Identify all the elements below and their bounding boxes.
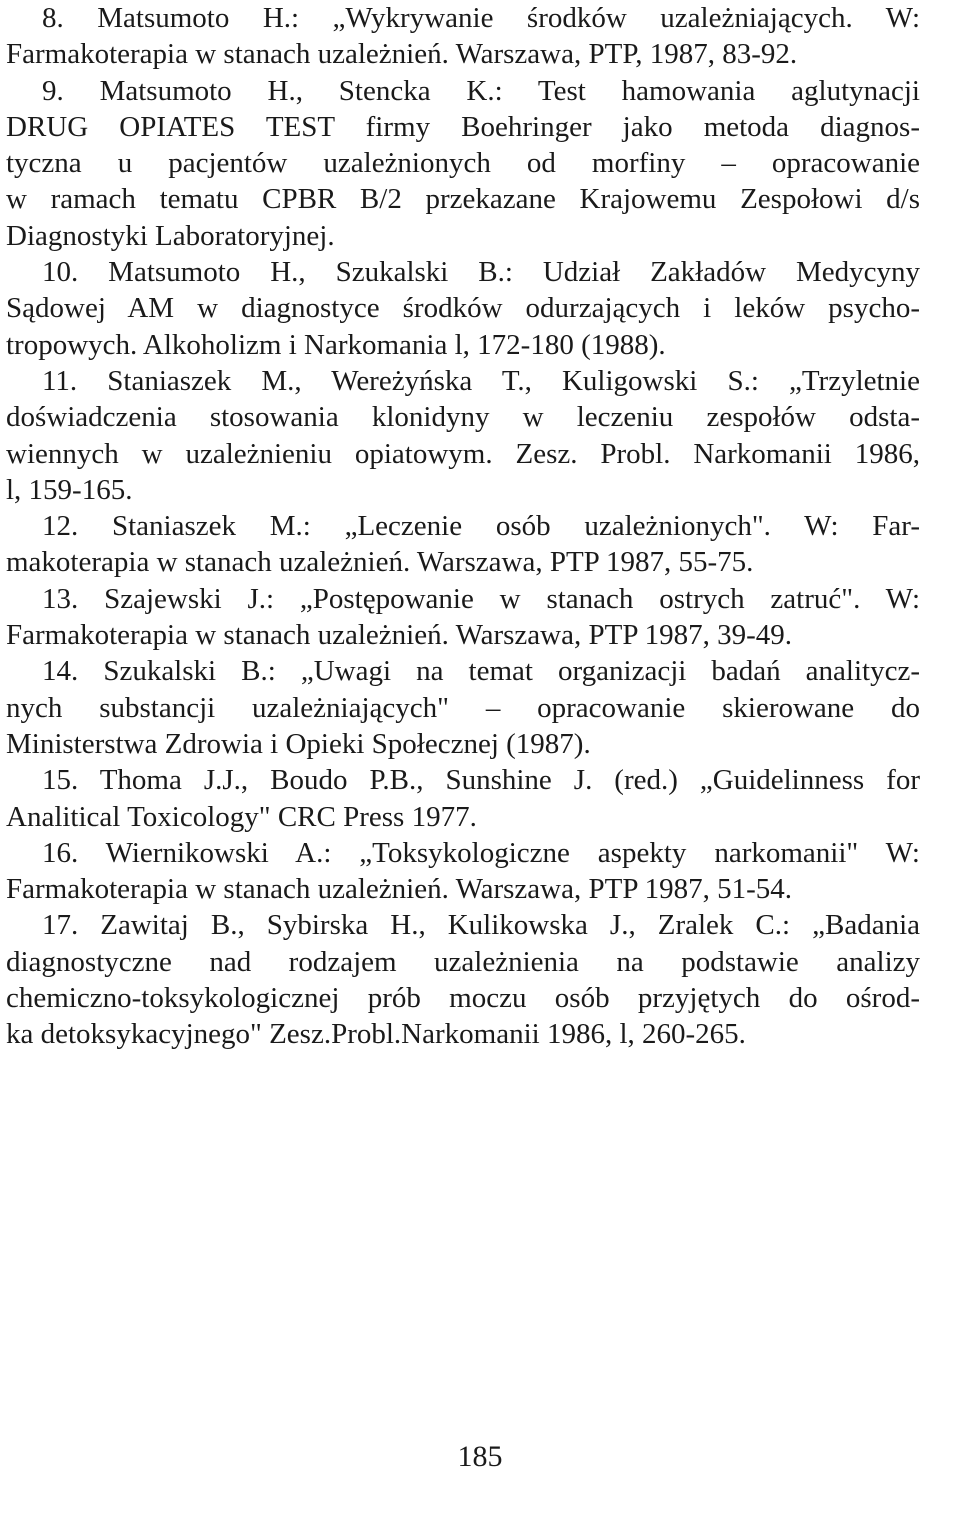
reference-line: chemiczno-toksykologicznej prób moczu osób przyjętych do ośrod- [6,982,920,1015]
reference-entry-11 [6,363,920,508]
reference-entry-8 [6,0,920,73]
reference-line: doświadczenia stosowania klonidyny w leczeniu zespołów odsta- [6,401,920,434]
reference-line: nych substancji uzależniających" – opracowanie skierowane do [6,691,920,724]
reference-line: Ministerstwa Zdrowia i Opieki Społecznej (1987). [6,727,591,760]
reference-line: Diagnostyki Laboratoryjnej. [6,219,335,252]
reference-line: 17. Zawitaj B., Sybirska H., Kulikowska J., Zralek C.: „Badania [42,909,920,942]
reference-line: Farmakoterapia w stanach uzależnień. Warszawa, PTP 1987, 39-49. [6,619,793,652]
reference-line: tyczna u pacjentów uzależnionych od morfiny – opracowanie [6,147,920,180]
reference-line: 12. Staniaszek M.: „Leczenie osób uzależnionych". W: Far- [42,510,920,543]
reference-line: 11. Staniaszek M., Wereżyńska T., Kuligowski S.: „Trzyletnie [42,364,920,397]
reference-line: l, 159-165. [6,473,133,506]
reference-entry-14 [6,653,920,762]
reference-line: Sądowej AM w diagnostyce środków odurzających i leków psycho- [6,292,920,325]
reference-line: DRUG OPIATES TEST firmy Boehringer jako metoda diagnos- [6,110,920,143]
reference-list [6,0,920,1053]
reference-line: Farmakoterapia w stanach uzależnień. Warszawa, PTP, 1987, 83-92. [6,38,798,71]
reference-line: 10. Matsumoto H., Szukalski B.: Udział Zakładów Medycyny [42,256,920,289]
reference-line: Analitical Toxicology" CRC Press 1977. [6,800,477,833]
reference-line: diagnostyczne nad rodzajem uzależnienia na podstawie analizy [6,945,920,978]
reference-line: 9. Matsumoto H., Stencka K.: Test hamowania aglutynacji [42,74,920,107]
reference-line: 15. Thoma J.J., Boudo P.B., Sunshine J. (red.) „Guidelinness for [42,764,920,797]
reference-line: ka detoksykacyjnego" Zesz.Probl.Narkomanii 1986, l, 260-265. [6,1018,746,1051]
reference-entry-15 [6,762,920,835]
reference-line: makoterapia w stanach uzależnień. Warszawa, PTP 1987, 55-75. [6,546,754,579]
reference-line: 16. Wiernikowski A.: „Toksykologiczne aspekty narkomanii" W: [42,836,920,869]
reference-entry-16 [6,835,920,908]
reference-line: 14. Szukalski B.: „Uwagi na temat organizacji badań analitycz- [42,655,920,688]
reference-line: w ramach tematu CPBR B/2 przekazane Krajowemu Zespołowi d/s [6,183,920,216]
reference-entry-13 [6,581,920,654]
reference-entry-12 [6,508,920,581]
reference-line: 13. Szajewski J.: „Postępowanie w stanach ostrych zatruć". W: [42,582,920,615]
reference-entry-10 [6,254,920,363]
reference-line: wiennych w uzależnieniu opiatowym. Zesz. Probl. Narkomanii 1986, [6,437,920,470]
reference-entry-17 [6,907,920,1052]
reference-entry-9 [6,73,920,254]
reference-line: tropowych. Alkoholizm i Narkomania l, 172-180 (1988). [6,328,666,361]
page-number: 185 [457,1440,503,1473]
reference-line: 8. Matsumoto H.: „Wykrywanie środków uzależniających. W: [42,2,920,34]
reference-line: Farmakoterapia w stanach uzależnień. Warszawa, PTP 1987, 51-54. [6,873,793,906]
